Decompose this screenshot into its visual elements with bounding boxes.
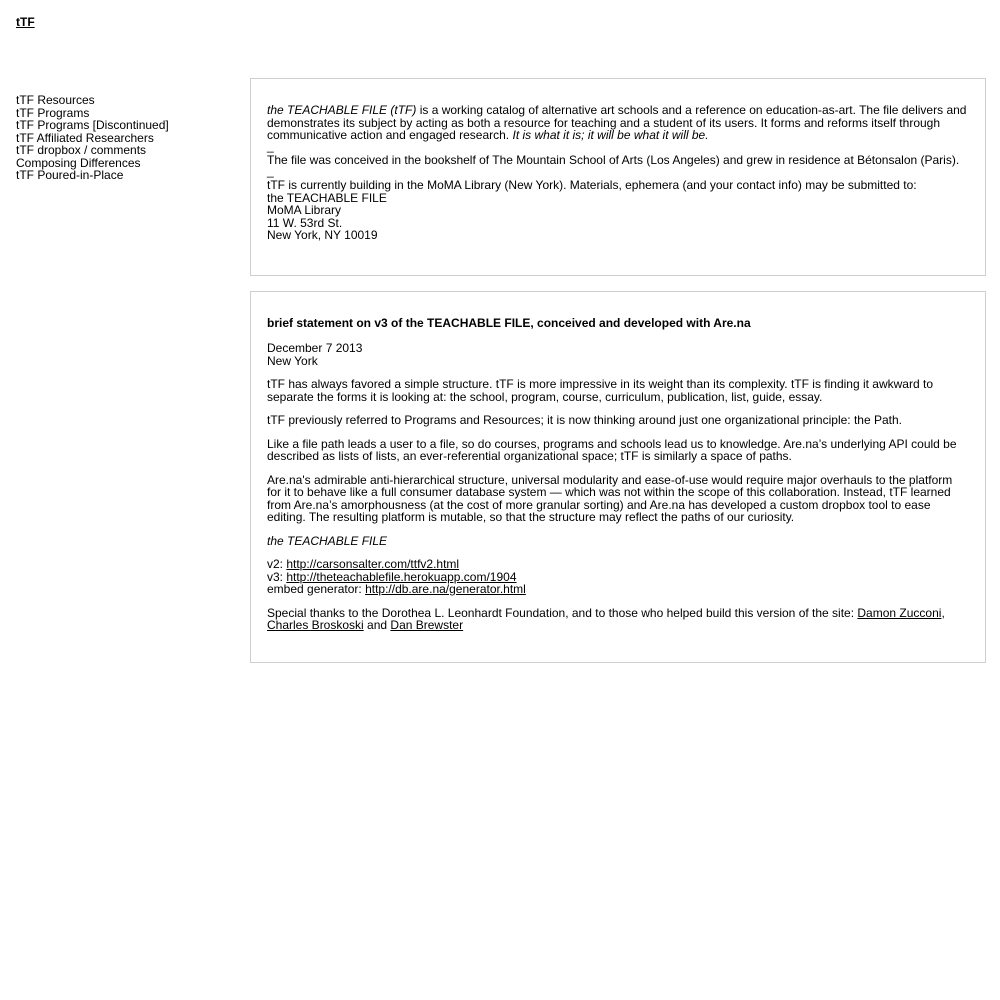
- statement-date: December 7 2013: [267, 341, 363, 355]
- v3-link[interactable]: http://theteachablefile.herokuapp.com/1904: [286, 569, 517, 584]
- site-logo-link[interactable]: tTF: [16, 15, 35, 29]
- statement-paragraph: tTF previously referred to Programs and Resources; it is now thinking around just one organizational principle: the Path.: [267, 413, 902, 427]
- about-current: tTF is currently building in the MoMA Library (New York). Materials, ephemera (and your contact info) may be submitted to:: [267, 178, 917, 192]
- person-link-dan-brewster[interactable]: Dan Brewster: [390, 618, 464, 632]
- sidebar-item-composing-differences[interactable]: Composing Differences: [16, 155, 141, 170]
- statement-signature: the TEACHABLE FILE: [267, 533, 388, 548]
- person-link-damon-zucconi[interactable]: Damon Zucconi: [857, 605, 942, 620]
- about-intro: [267, 104, 969, 142]
- sidebar-nav: [16, 94, 236, 182]
- link-prefix: v3:: [267, 569, 287, 584]
- about-motto: It is what it is; it will be what it will be.: [512, 128, 709, 142]
- mailing-address: [267, 192, 969, 242]
- sidebar-item-programs-discontinued[interactable]: tTF Programs [Discontinued]: [16, 118, 169, 132]
- statement-panel: [250, 291, 986, 663]
- thanks-comma: ,: [941, 605, 945, 620]
- v2-link[interactable]: http://carsonsalter.com/ttfv2.html: [286, 557, 460, 571]
- address-line: the TEACHABLE FILE: [267, 190, 387, 205]
- link-prefix: v2:: [267, 557, 287, 571]
- person-link-charles-broskoski[interactable]: Charles Broskoski: [267, 618, 364, 632]
- about-title: the TEACHABLE FILE (tTF): [267, 103, 417, 117]
- statement-paragraph: Like a file path leads a user to a file, so do courses, programs and schools lead us to knowledge. Are.na’s underlying API could be described as lists of lists, an ever-referential organizational space; tTF is similarly a space of paths.: [267, 436, 957, 463]
- statement-title: brief statement on v3 of the TEACHABLE FILE, conceived and developed with Are.na: [267, 316, 751, 330]
- thanks-paragraph: [267, 607, 969, 632]
- thanks-and: and: [363, 618, 391, 632]
- statement-paragraph: Are.na's admirable anti-hierarchical structure, universal modularity and ease-of-use would require major overhauls to the platform for it to behave like a full consumer database system — which was not within the scope of this collaboration. Instead, tTF learned from Are.na’s amorphousness (at the cost of more granular sorting) and Are.na has developed a custom dropbox tool to ease editing. The resulting platform is mutable, so that the structure may reflect the paths of our curiosity.: [267, 472, 953, 524]
- address-line: MoMA Library: [267, 203, 342, 217]
- sidebar-item-programs[interactable]: tTF Programs: [16, 105, 90, 120]
- statement-paragraph: tTF has always favored a simple structure. tTF is more impressive in its weight than its complexity. tTF is finding it awkward to separate the forms it is looking at: the school, program, course, curriculum, publication, list, guide, essay.: [267, 377, 933, 404]
- divider-dash: _: [267, 138, 274, 153]
- sidebar-item-poured-in-place[interactable]: tTF Poured-in-Place: [16, 168, 124, 182]
- sidebar-item-resources[interactable]: tTF Resources: [16, 93, 95, 107]
- about-intro-text: is a working catalog of alternative art schools and a reference on education-as-art. The file delivers and demonstrates its subject by acting as both a resource for teaching and a student of its users. It forms and reforms itself through communicative action and engaged research.: [267, 103, 967, 142]
- link-prefix: embed generator:: [267, 582, 366, 596]
- address-line: 11 W. 53rd St.: [267, 215, 343, 230]
- divider-dash: _: [267, 163, 274, 178]
- address-line: New York, NY 10019: [267, 228, 378, 242]
- sidebar-item-dropbox-comments[interactable]: tTF dropbox / comments: [16, 143, 147, 157]
- embed-link-row: [267, 583, 969, 596]
- thanks-text: Special thanks to the Dorothea L. Leonhardt Foundation, and to those who helped build this version of the site:: [267, 605, 858, 620]
- statement-place: New York: [267, 353, 318, 368]
- about-panel: [250, 78, 986, 276]
- sidebar-item-affiliated-researchers[interactable]: tTF Affiliated Researchers: [16, 130, 154, 145]
- about-origin: The file was conceived in the bookshelf of The Mountain School of Arts (Los Angeles) and grew in residence at Bétonsalon (Paris).: [267, 153, 960, 167]
- embed-generator-link[interactable]: http://db.are.na/generator.html: [365, 582, 526, 596]
